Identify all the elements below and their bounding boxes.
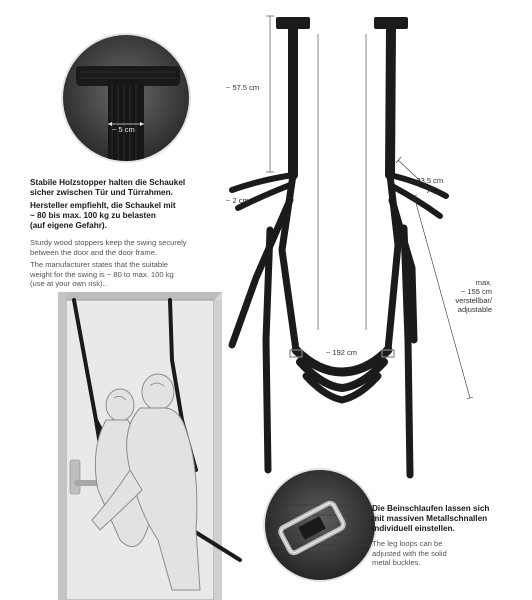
adj-line3: verstellbar/ (455, 296, 492, 305)
stopper-en-line4: weight for the swing is ~ 80 to max. 100 kg (30, 269, 174, 279)
stopper-en-line2: between the door and the door frame. (30, 247, 158, 257)
buckle-de-line3: individuell einstellen. (372, 524, 455, 533)
stopper-en-line1: Sturdy wood stoppers keep the swing securely (30, 238, 187, 247)
buckle-en-line2: adjusted with the solid (372, 548, 447, 558)
adjustable-length-label (440, 278, 492, 314)
buckle-de-line2: mit massiven Metallschnallen (372, 514, 488, 523)
stopper-de-line3: Hersteller empfiehlt, die Schaukel mit (30, 201, 176, 210)
adj-line2: ~ 155 cm (460, 287, 492, 296)
stopper-de-line2: sicher zwischen Tür und Türrahmen. (30, 188, 173, 197)
strap-width-label: ~ 2 cm (226, 196, 249, 205)
bottom-span-label: ~ 192 cm (326, 348, 358, 357)
buckle-en-line1: The leg loops can be (372, 539, 443, 548)
stopper-de-line4: ~ 80 bis max. 100 kg zu belasten (30, 211, 156, 220)
buckle-de-line1: Die Beinschlaufen lassen sich (372, 504, 490, 513)
top-strap-length-label: ~ 57.5 cm (226, 83, 260, 92)
adj-line4: adjustable (457, 305, 492, 314)
handle-length-label: ~ 33.5 cm (410, 176, 444, 185)
stopper-en-line5: (use at your own risk).. (30, 279, 107, 288)
stopper-width-label: ~ 5 cm (112, 125, 135, 134)
stopper-de-line5: (auf eigene Gefahr). (30, 221, 107, 230)
buckle-info-block (372, 504, 512, 568)
stopper-de-line1: Stabile Holzstopper halten die Schaukel (30, 178, 186, 187)
stopper-en-line3: The manufacturer states that the suitable (30, 260, 169, 269)
stopper-info-block (30, 178, 230, 289)
adj-line1: max. (475, 278, 492, 287)
buckle-en-line3: metal buckles. (372, 558, 421, 567)
